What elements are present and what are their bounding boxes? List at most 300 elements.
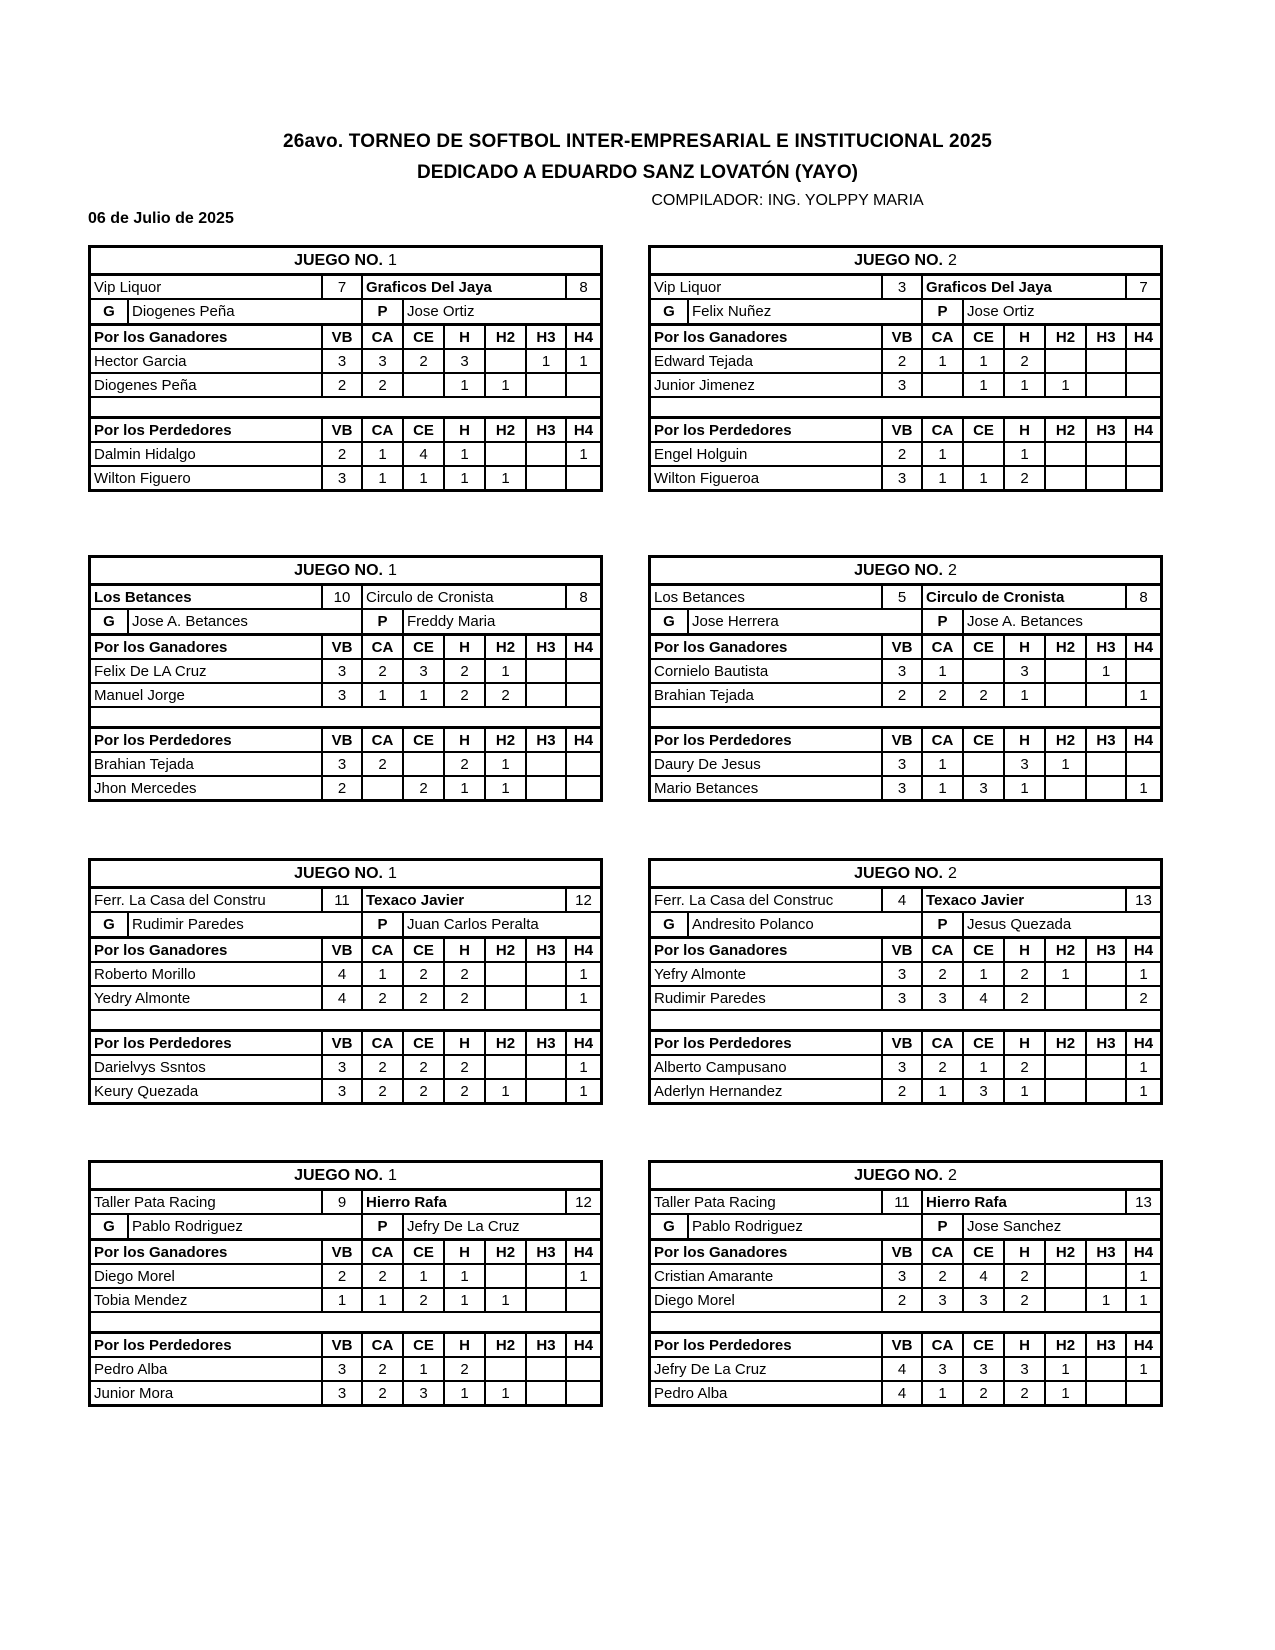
- spacer-cell: [91, 398, 600, 416]
- losing-pitcher-letter: P: [363, 300, 404, 323]
- stat-cell-h: 2: [445, 660, 486, 682]
- teams-row: [91, 886, 600, 911]
- spacer-cell: [651, 1313, 1160, 1331]
- game-number: 2: [948, 561, 957, 579]
- stat-cell-ca: 2: [363, 660, 404, 682]
- losing-pitcher-letter: P: [923, 300, 964, 323]
- stat-col-header-h4: H4: [573, 1336, 594, 1354]
- stat-cell-vb: 3: [883, 963, 923, 985]
- stat-cell-ca: [923, 374, 964, 396]
- stat-cell-h3: [527, 1265, 567, 1287]
- right-team-score: 12: [575, 1193, 592, 1211]
- stat-col-header-ce: CE: [964, 326, 1005, 348]
- game-table: [648, 555, 1163, 802]
- stat-cell-vb: 3: [883, 987, 923, 1009]
- stat-cell-ca: 1: [363, 684, 404, 706]
- stat-cell-vb: 3: [883, 1265, 923, 1287]
- stat-col-header-h3: H3: [1087, 326, 1127, 348]
- winning-pitcher-letter: G: [651, 610, 689, 633]
- stat-col-header-ca: CA: [363, 939, 404, 961]
- stat-cell-h2: [1046, 350, 1087, 372]
- right-team-score: 12: [575, 891, 592, 909]
- stat-cell-ca: 3: [923, 1358, 964, 1380]
- stat-cell-ca: 1: [923, 350, 964, 372]
- stat-col-header-ce: CE: [964, 939, 1005, 961]
- stat-cell-ce: 3: [964, 1358, 1005, 1380]
- stat-cell-h: 1: [445, 467, 486, 489]
- stat-cell-ca: 1: [923, 1080, 964, 1102]
- stat-cell-h2: [486, 350, 527, 372]
- stat-cell-ce: 2: [404, 987, 445, 1009]
- game-title-prefix: JUEGO NO.: [294, 1166, 383, 1184]
- stat-cell-vb: 3: [883, 467, 923, 489]
- stat-cell-ca: 2: [923, 1056, 964, 1078]
- right-team-name: Graficos Del Jaya: [923, 276, 1127, 298]
- player-name: Cornielo Bautista: [651, 660, 883, 682]
- stat-cell-ca: 2: [923, 1265, 964, 1287]
- game-title: [651, 558, 1160, 583]
- stat-header-row: [651, 936, 1160, 961]
- stat-col-header-h: H: [445, 729, 486, 751]
- stat-cell-h4: [1127, 1382, 1160, 1404]
- winning-pitcher-name: Andresito Polanco: [689, 913, 923, 936]
- stat-col-header-ce: CE: [404, 1032, 445, 1054]
- pitchers-row: [651, 911, 1160, 936]
- stat-col-header-ca: CA: [923, 1334, 964, 1356]
- stat-cell-h3: [527, 660, 567, 682]
- teams-row: [91, 273, 600, 298]
- stat-cell-vb: 3: [883, 374, 923, 396]
- stat-col-header-h4: H4: [1133, 731, 1154, 749]
- stat-cell-h2: 1: [486, 374, 527, 396]
- player-row: [91, 751, 600, 775]
- stat-col-header-ce: CE: [404, 1241, 445, 1263]
- stat-col-header-ce: CE: [964, 636, 1005, 658]
- stat-header-row: [91, 1238, 600, 1263]
- stat-cell-h4: 1: [579, 352, 588, 370]
- stat-col-header-ce: CE: [964, 1241, 1005, 1263]
- stat-cell-h2: [1046, 467, 1087, 489]
- stat-cell-h3: [1087, 1080, 1127, 1102]
- spacer-row: [651, 1009, 1160, 1029]
- stat-cell-h4: [567, 684, 600, 706]
- stat-cell-h2: 1: [486, 660, 527, 682]
- stat-cell-h4: [1127, 467, 1160, 489]
- losing-pitcher-name: Jesus Quezada: [967, 916, 1072, 933]
- stat-col-header-h2: H2: [486, 729, 527, 751]
- stat-cell-h: 1: [445, 374, 486, 396]
- stat-cell-ca: 1: [363, 467, 404, 489]
- stat-col-header-vb: VB: [883, 636, 923, 658]
- stat-cell-ca: 1: [923, 467, 964, 489]
- winning-pitcher-name: Jose A. Betances: [129, 610, 363, 633]
- stat-col-header-vb: VB: [883, 419, 923, 441]
- stat-cell-ce: [964, 443, 1005, 465]
- player-row: [651, 1263, 1160, 1287]
- stat-cell-h2: [486, 1358, 527, 1380]
- stat-cell-h: 1: [445, 1382, 486, 1404]
- stat-cell-h3: [527, 467, 567, 489]
- stat-col-header-h3: H3: [1087, 419, 1127, 441]
- stat-cell-vb: 3: [323, 1056, 363, 1078]
- stat-cell-h4: 1: [1139, 1058, 1148, 1076]
- stat-col-header-vb: VB: [883, 326, 923, 348]
- stat-col-header-ca: CA: [363, 1241, 404, 1263]
- player-row: [91, 1380, 600, 1404]
- player-row: [91, 372, 600, 396]
- stat-col-header-h2: H2: [1046, 419, 1087, 441]
- stat-col-header-h4: H4: [1133, 638, 1154, 656]
- spacer-cell: [651, 708, 1160, 726]
- player-name: Hector Garcia: [91, 350, 323, 372]
- player-row: [651, 1356, 1160, 1380]
- spacer-cell: [651, 1011, 1160, 1029]
- stat-cell-h: 2: [1005, 1289, 1046, 1311]
- stat-header-row: [651, 1331, 1160, 1356]
- player-name: Brahian Tejada: [651, 684, 883, 706]
- stat-cell-h4: 2: [1139, 989, 1148, 1007]
- stat-cell-h3: [527, 777, 567, 799]
- stat-cell-h3: [527, 987, 567, 1009]
- player-name: Keury Quezada: [91, 1080, 323, 1102]
- stat-col-header-ca: CA: [923, 1241, 964, 1263]
- pitchers-row: [91, 608, 600, 633]
- stat-col-header-ca: CA: [923, 636, 964, 658]
- teams-row: [651, 1188, 1160, 1213]
- player-name: Manuel Jorge: [91, 684, 323, 706]
- stat-cell-ce: 1: [404, 1265, 445, 1287]
- stat-cell-h4: [1127, 660, 1160, 682]
- stat-cell-h: 3: [1005, 660, 1046, 682]
- stat-col-header-ce: CE: [964, 729, 1005, 751]
- stat-cell-ce: 2: [404, 350, 445, 372]
- player-name: Mario Betances: [651, 777, 883, 799]
- left-team-name: Vip Liquor: [651, 276, 883, 298]
- stat-col-header-ce: CE: [404, 939, 445, 961]
- left-team-score: 7: [323, 276, 363, 298]
- right-team-name: Hierro Rafa: [923, 1191, 1127, 1213]
- stat-cell-vb: 2: [323, 443, 363, 465]
- pitchers-row: [91, 911, 600, 936]
- stat-cell-h2: 1: [1046, 1382, 1087, 1404]
- stat-cell-vb: 2: [883, 350, 923, 372]
- stat-col-header-ca: CA: [363, 1032, 404, 1054]
- stat-cell-h4: [567, 1289, 600, 1311]
- stat-cell-ce: 1: [404, 684, 445, 706]
- stat-col-header-h2: H2: [1046, 1334, 1087, 1356]
- stat-cell-h3: [527, 684, 567, 706]
- stat-cell-ca: 1: [923, 753, 964, 775]
- stat-cell-h: 2: [445, 987, 486, 1009]
- stat-cell-vb: 4: [883, 1382, 923, 1404]
- player-name: Cristian Amarante: [651, 1265, 883, 1287]
- stat-cell-ce: 1: [964, 374, 1005, 396]
- stat-cell-ca: 1: [923, 660, 964, 682]
- stat-col-header-h4: H4: [1133, 941, 1154, 959]
- teams-row: [91, 583, 600, 608]
- stat-col-header-ce: CE: [404, 326, 445, 348]
- stat-cell-ca: 1: [363, 443, 404, 465]
- stat-col-header-vb: VB: [883, 1032, 923, 1054]
- stat-cell-ce: [404, 374, 445, 396]
- stat-cell-ce: 2: [404, 963, 445, 985]
- stat-cell-h: 1: [1005, 684, 1046, 706]
- stat-cell-h2: 1: [486, 777, 527, 799]
- game-title: [651, 861, 1160, 886]
- stat-cell-vb: 3: [323, 753, 363, 775]
- stat-cell-h4: 1: [579, 1058, 588, 1076]
- stat-cell-vb: 2: [883, 443, 923, 465]
- stat-col-header-h2: H2: [486, 636, 527, 658]
- stat-cell-h: 1: [1005, 443, 1046, 465]
- stat-col-header-vb: VB: [883, 729, 923, 751]
- player-name: Jhon Mercedes: [91, 777, 323, 799]
- stat-cell-ce: 1: [964, 467, 1005, 489]
- stat-col-header-h2: H2: [1046, 1032, 1087, 1054]
- stat-cell-ce: 1: [964, 350, 1005, 372]
- player-name: Wilton Figuero: [91, 467, 323, 489]
- winning-pitcher-name: Diogenes Peña: [129, 300, 363, 323]
- right-team-score: 7: [1139, 278, 1148, 296]
- stat-cell-ce: 4: [964, 987, 1005, 1009]
- losing-pitcher-letter: P: [923, 610, 964, 633]
- stat-cell-h2: 1: [1046, 374, 1087, 396]
- stat-cell-h: 2: [1005, 467, 1046, 489]
- stat-col-header-h: H: [445, 636, 486, 658]
- stat-cell-h4: [1127, 350, 1160, 372]
- stat-col-header-h3: H3: [1087, 729, 1127, 751]
- right-team-name: Graficos Del Jaya: [363, 276, 567, 298]
- stat-cell-h3: 1: [1087, 1289, 1127, 1311]
- player-name: Jefry De La Cruz: [651, 1358, 883, 1380]
- player-name: Dalmin Hidalgo: [91, 443, 323, 465]
- pitchers-row: [651, 1213, 1160, 1238]
- stat-cell-ca: 2: [363, 1265, 404, 1287]
- stat-cell-vb: 2: [323, 374, 363, 396]
- player-name: Rudimir Paredes: [651, 987, 883, 1009]
- stat-col-header-h3: H3: [1087, 1241, 1127, 1263]
- stat-col-header-ce: CE: [964, 1032, 1005, 1054]
- teams-row: [91, 1188, 600, 1213]
- stat-cell-h2: [486, 963, 527, 985]
- games-row-3: [88, 858, 1163, 1105]
- section-header-label: Por los Ganadores: [91, 326, 323, 348]
- stat-col-header-ce: CE: [404, 419, 445, 441]
- stat-col-header-h3: H3: [1087, 939, 1127, 961]
- stat-cell-h4: [1127, 753, 1160, 775]
- stat-header-row: [91, 1331, 600, 1356]
- winning-pitcher-letter: G: [91, 913, 129, 936]
- report-date: 06 de Julio de 2025: [88, 210, 234, 227]
- spacer-cell: [91, 708, 600, 726]
- stat-cell-h2: [1046, 660, 1087, 682]
- losing-pitcher-name: Jose Ortiz: [967, 303, 1035, 320]
- stat-col-header-vb: VB: [323, 636, 363, 658]
- teams-row: [651, 583, 1160, 608]
- stat-cell-h: 2: [1005, 987, 1046, 1009]
- spacer-cell: [91, 1313, 600, 1331]
- stat-cell-ca: 1: [923, 443, 964, 465]
- stat-col-header-vb: VB: [323, 1032, 363, 1054]
- player-row: [651, 1380, 1160, 1404]
- stat-cell-h: 2: [1005, 1056, 1046, 1078]
- games-row-2: [88, 555, 1163, 802]
- stat-cell-h3: [1087, 753, 1127, 775]
- player-row: [91, 682, 600, 706]
- section-header-label: Por los Ganadores: [651, 326, 883, 348]
- stat-cell-h2: 1: [1046, 753, 1087, 775]
- stat-cell-h2: [1046, 777, 1087, 799]
- stat-col-header-h: H: [445, 419, 486, 441]
- player-name: Alberto Campusano: [651, 1056, 883, 1078]
- player-row: [651, 1078, 1160, 1102]
- stat-cell-ce: 2: [404, 777, 445, 799]
- stat-cell-h: 2: [445, 1358, 486, 1380]
- stat-col-header-h4: H4: [1133, 1243, 1154, 1261]
- right-team-score: 13: [1135, 1193, 1152, 1211]
- stat-col-header-h: H: [445, 1032, 486, 1054]
- game-number: 1: [388, 561, 397, 579]
- stat-cell-vb: 3: [883, 1056, 923, 1078]
- stat-col-header-h4: H4: [1133, 328, 1154, 346]
- stat-cell-ca: 1: [923, 1382, 964, 1404]
- stat-cell-h: 1: [445, 1289, 486, 1311]
- stat-col-header-vb: VB: [883, 1241, 923, 1263]
- stat-col-header-h3: H3: [1087, 1032, 1127, 1054]
- section-header-label: Por los Ganadores: [651, 939, 883, 961]
- player-row: [91, 1263, 600, 1287]
- stat-cell-h3: [527, 1358, 567, 1380]
- stat-col-header-h2: H2: [1046, 636, 1087, 658]
- player-row: [651, 658, 1160, 682]
- game-title-prefix: JUEGO NO.: [854, 1166, 943, 1184]
- stat-cell-h: 2: [445, 1080, 486, 1102]
- game-title-row: [651, 558, 1160, 583]
- pitchers-row: [91, 1213, 600, 1238]
- stat-col-header-h4: H4: [1133, 1034, 1154, 1052]
- stat-cell-ca: 1: [923, 777, 964, 799]
- game-number: 2: [948, 251, 957, 269]
- game-title-row: [651, 861, 1160, 886]
- stat-cell-h3: 1: [527, 350, 567, 372]
- player-name: Pedro Alba: [91, 1358, 323, 1380]
- stat-cell-ca: 2: [363, 1080, 404, 1102]
- stat-cell-ce: 3: [964, 1080, 1005, 1102]
- stat-cell-h3: [527, 1289, 567, 1311]
- stat-cell-h2: 1: [486, 467, 527, 489]
- stat-cell-h2: [1046, 684, 1087, 706]
- left-team-name: Ferr. La Casa del Constru: [91, 889, 323, 911]
- stat-col-header-h: H: [445, 326, 486, 348]
- player-row: [91, 1287, 600, 1311]
- stat-header-row: [91, 1029, 600, 1054]
- stat-col-header-ca: CA: [363, 1334, 404, 1356]
- winning-pitcher-letter: G: [91, 1215, 129, 1238]
- stat-cell-h4: 1: [579, 445, 588, 463]
- game-title: [651, 1163, 1160, 1188]
- stat-col-header-h3: H3: [527, 326, 567, 348]
- stat-col-header-ce: CE: [404, 1334, 445, 1356]
- stat-cell-vb: 3: [323, 1080, 363, 1102]
- game-title-row: [651, 248, 1160, 273]
- stat-cell-ce: 3: [964, 1289, 1005, 1311]
- stat-col-header-h3: H3: [527, 1032, 567, 1054]
- player-name: Yedry Almonte: [91, 987, 323, 1009]
- stat-cell-h3: [527, 1080, 567, 1102]
- game-number: 1: [388, 864, 397, 882]
- stat-cell-h3: [1087, 374, 1127, 396]
- player-row: [651, 751, 1160, 775]
- stat-cell-h3: [527, 753, 567, 775]
- stat-cell-ca: 3: [363, 350, 404, 372]
- stat-cell-h4: 1: [1139, 1360, 1148, 1378]
- winning-pitcher-name: Pablo Rodriguez: [129, 1215, 363, 1238]
- stat-col-header-h2: H2: [486, 1241, 527, 1263]
- stat-cell-h: 1: [445, 777, 486, 799]
- stat-cell-h3: [1087, 777, 1127, 799]
- stat-cell-ce: 3: [964, 777, 1005, 799]
- stat-cell-vb: 3: [323, 467, 363, 489]
- stat-col-header-h: H: [1005, 419, 1046, 441]
- stat-cell-h2: 1: [1046, 963, 1087, 985]
- stat-cell-h3: [1087, 1382, 1127, 1404]
- game-number: 1: [388, 251, 397, 269]
- stat-col-header-ca: CA: [923, 939, 964, 961]
- stat-cell-h4: 1: [579, 965, 588, 983]
- stat-col-header-h: H: [1005, 326, 1046, 348]
- stat-col-header-ce: CE: [964, 419, 1005, 441]
- stat-cell-h: 1: [1005, 374, 1046, 396]
- spacer-cell: [651, 398, 1160, 416]
- stat-col-header-h3: H3: [1087, 1334, 1127, 1356]
- player-row: [651, 1054, 1160, 1078]
- section-header-label: Por los Ganadores: [91, 939, 323, 961]
- stat-cell-h3: [527, 374, 567, 396]
- stat-cell-h: 2: [445, 963, 486, 985]
- stat-cell-ce: 4: [404, 443, 445, 465]
- player-name: Diogenes Peña: [91, 374, 323, 396]
- stat-col-header-vb: VB: [883, 1334, 923, 1356]
- game-title-prefix: JUEGO NO.: [854, 864, 943, 882]
- stat-col-header-h4: H4: [573, 421, 594, 439]
- stat-col-header-h3: H3: [527, 419, 567, 441]
- player-row: [91, 348, 600, 372]
- stat-header-row: [651, 726, 1160, 751]
- left-team-name: Los Betances: [91, 586, 323, 608]
- stat-cell-h3: [527, 1056, 567, 1078]
- losing-pitcher-name: Jose A. Betances: [967, 613, 1083, 630]
- left-team-name: Taller Pata Racing: [651, 1191, 883, 1213]
- stat-col-header-h: H: [1005, 1334, 1046, 1356]
- teams-row: [651, 886, 1160, 911]
- game-table: [88, 858, 603, 1105]
- left-team-score: 4: [883, 889, 923, 911]
- stat-col-header-h3: H3: [527, 939, 567, 961]
- player-name: Darielvys Ssntos: [91, 1056, 323, 1078]
- stat-col-header-h4: H4: [573, 638, 594, 656]
- stat-cell-ce: 3: [404, 1382, 445, 1404]
- player-row: [651, 682, 1160, 706]
- stat-header-row: [91, 416, 600, 441]
- stat-col-header-vb: VB: [323, 939, 363, 961]
- stat-cell-h4: 1: [1139, 1082, 1148, 1100]
- stat-header-row: [91, 726, 600, 751]
- player-name: Junior Mora: [91, 1382, 323, 1404]
- right-team-score: 8: [579, 278, 588, 296]
- losing-pitcher-name: Freddy Maria: [407, 613, 496, 630]
- stat-col-header-ce: CE: [404, 636, 445, 658]
- player-name: Junior Jimenez: [651, 374, 883, 396]
